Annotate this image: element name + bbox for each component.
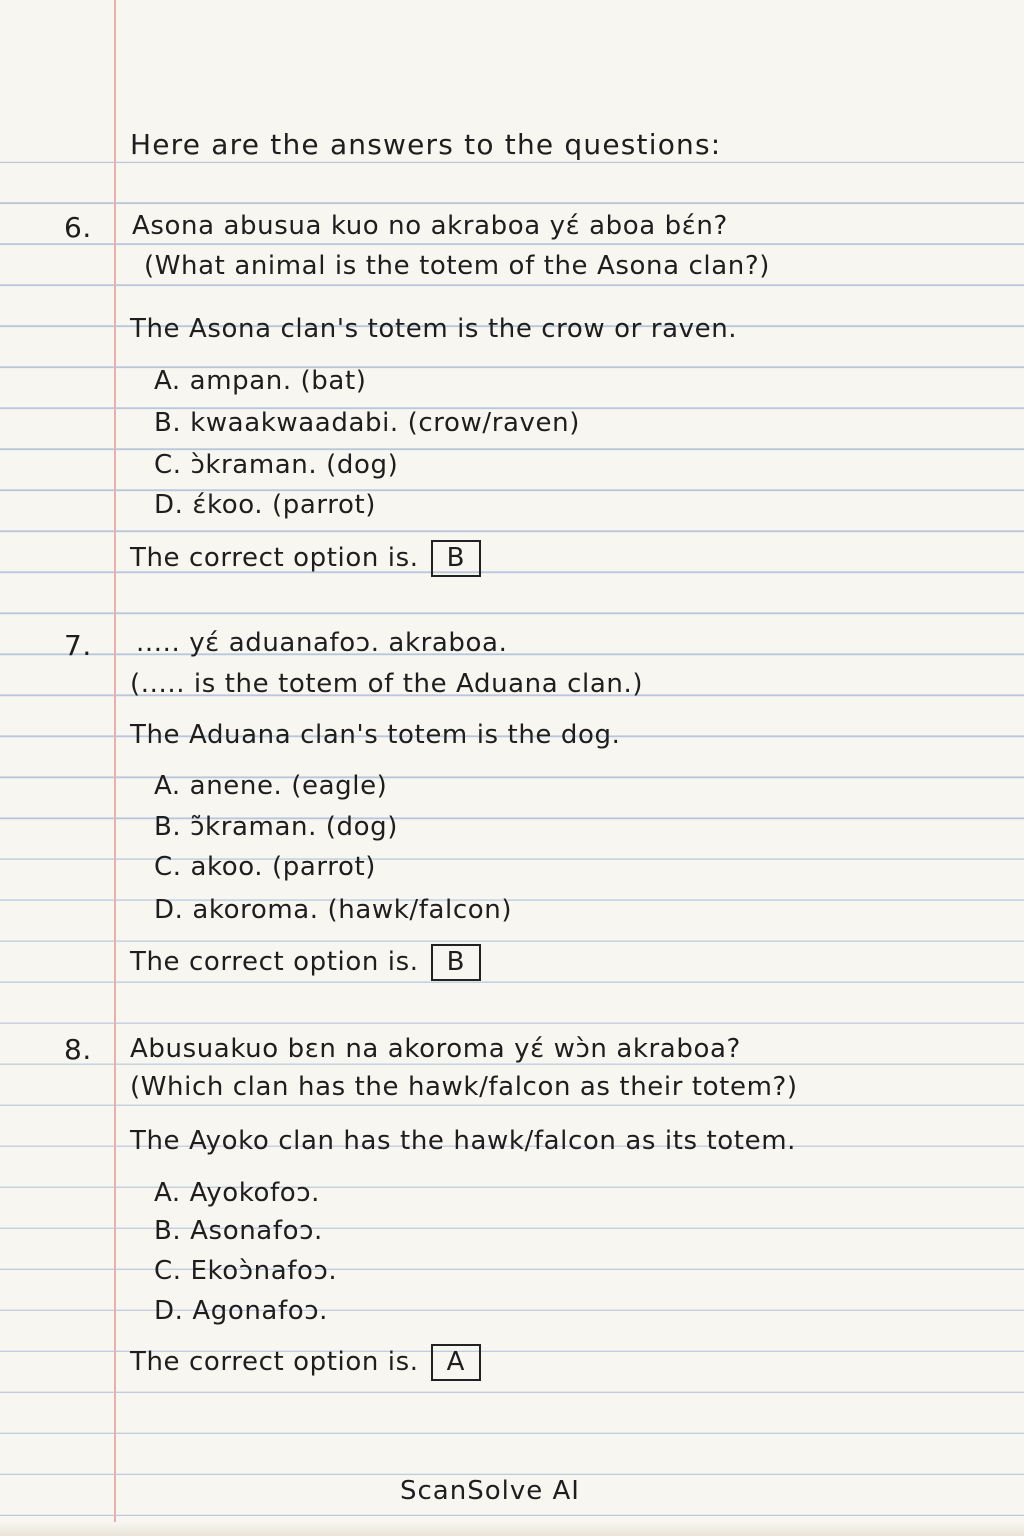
question-6-correct-label: The correct option is. [130, 543, 419, 573]
question-7-statement: The Aduana clan's totem is the dog. [130, 720, 621, 750]
question-8-correct-label: The correct option is. [130, 1347, 419, 1377]
question-7-option-b: B. ɔ̃kraman. (dog) [154, 812, 398, 842]
question-6-option-d: D. ɛ́koo. (parrot) [154, 490, 376, 520]
question-8-translation: (Which clan has the hawk/falcon as their totem?) [130, 1072, 798, 1102]
question-8-statement: The Ayoko clan has the hawk/falcon as its totem. [130, 1126, 796, 1156]
question-7-option-a: A. anene. (eagle) [154, 771, 388, 801]
question-6-option-c: C. ɔ̀kraman. (dog) [154, 450, 399, 480]
question-8-option-d: D. Agonafoɔ. [154, 1296, 328, 1326]
question-8-correct-line [130, 1344, 481, 1381]
page-bottom-edge [0, 1522, 1024, 1536]
question-6-option-b: B. kwaakwaadabi. (crow/raven) [154, 408, 580, 438]
question-8-text: Abusuakuo bɛn na akoroma yɛ́ wɔ̀n akraboa? [130, 1034, 741, 1064]
footer-brand: ScanSolve AI [400, 1476, 580, 1506]
question-8-option-b: B. Asonafoɔ. [154, 1216, 323, 1246]
question-8-answer-box: A [431, 1344, 481, 1381]
question-7-answer-box: B [431, 944, 481, 981]
intro-text: Here are the answers to the questions: [130, 128, 722, 161]
question-6-statement: The Asona clan's totem is the crow or raven. [130, 314, 738, 344]
question-6-correct-line [130, 540, 481, 577]
question-7-option-c: C. akoo. (parrot) [154, 852, 377, 882]
question-8-option-a: A. Ayokofoɔ. [154, 1178, 321, 1208]
question-7-number: 7. [64, 629, 92, 662]
question-8-option-c: C. Ekoɔ̀nafoɔ. [154, 1256, 338, 1286]
question-7-correct-label: The correct option is. [130, 947, 419, 977]
question-6-answer-box: B [431, 540, 481, 577]
question-7-correct-line [130, 944, 481, 981]
question-6-option-a: A. ampan. (bat) [154, 366, 367, 396]
question-7-option-d: D. akoroma. (hawk/falcon) [154, 895, 513, 925]
question-6-number: 6. [64, 211, 92, 244]
question-8-number: 8. [64, 1033, 92, 1066]
margin-line [114, 0, 116, 1536]
question-7-translation: (..... is the totem of the Aduana clan.) [130, 669, 644, 699]
question-7-text: ..... yɛ́ aduanafoɔ. akraboa. [136, 628, 508, 658]
question-6-translation: (What animal is the totem of the Asona clan?) [144, 251, 771, 281]
question-6-text: Asona abusua kuo no akraboa yɛ́ aboa bɛ́n? [132, 211, 728, 241]
